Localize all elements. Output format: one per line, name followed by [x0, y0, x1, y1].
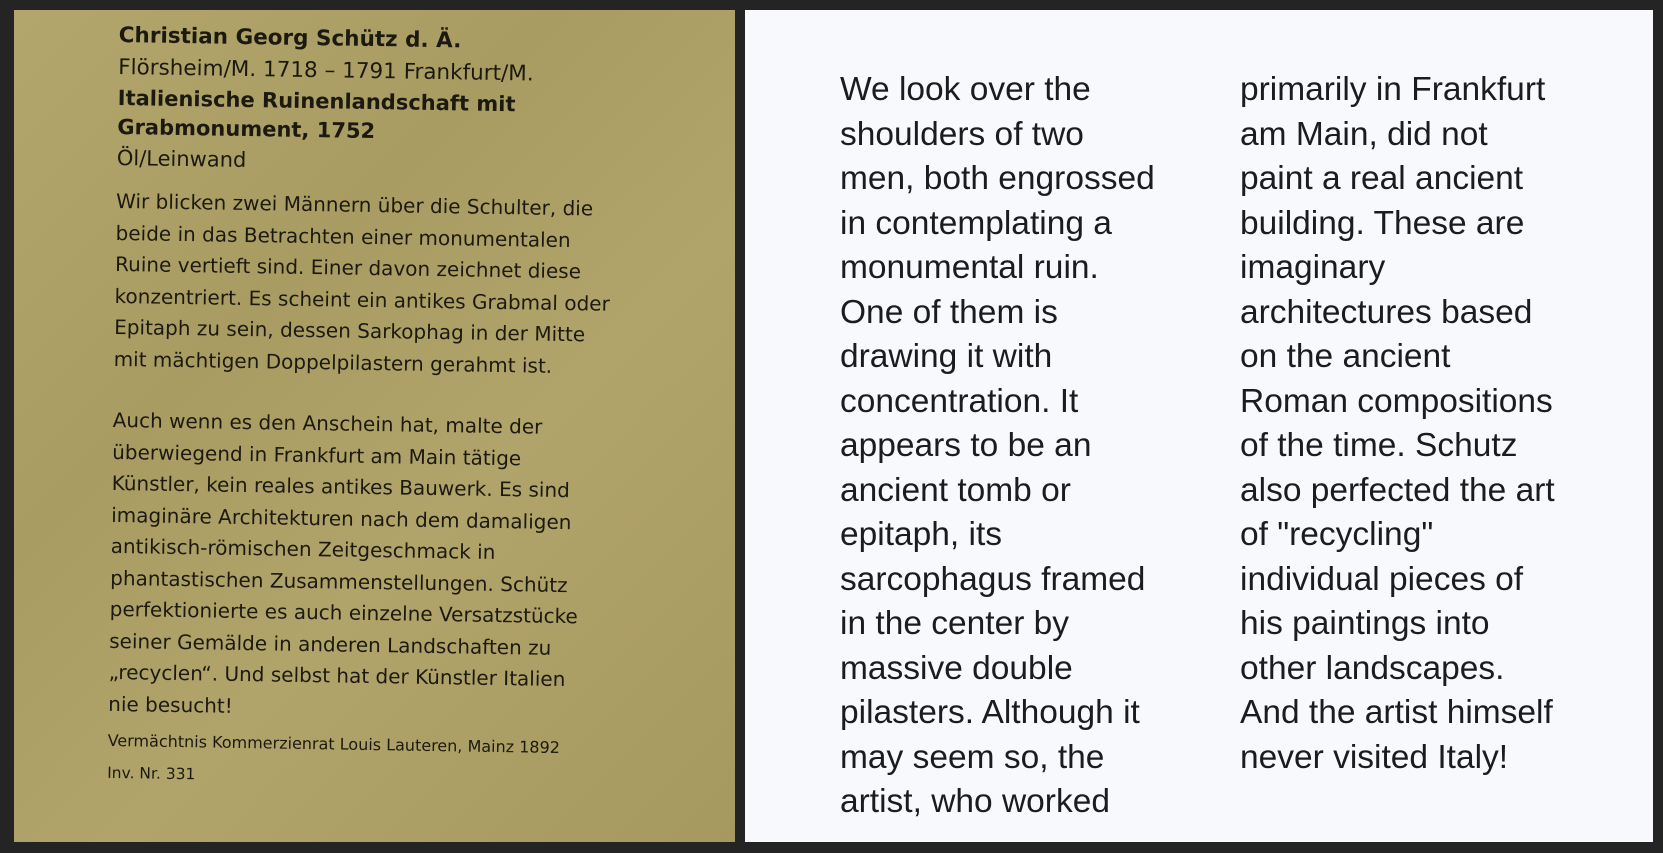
text-line: appears to be an [840, 427, 1092, 464]
text-line: One of them is [840, 293, 1058, 331]
text-line: individual pieces of [1240, 560, 1524, 598]
text-line: primarily in Frankfurt [1240, 71, 1546, 108]
text-line: men, both engrossed [840, 160, 1155, 197]
text-line: Roman compositions [1240, 382, 1553, 420]
text-line: Künstler, kein reales antikes Bauwerk. Es sind [111, 470, 571, 503]
artwork-medium: Öl/Leinwand [116, 145, 247, 173]
text-line: his paintings into [1240, 605, 1490, 642]
text-line: seiner Gemälde in anderen Landschaften zu [109, 628, 552, 660]
text-line: shoulders of two [840, 115, 1084, 153]
text-line: imaginary [1240, 249, 1386, 286]
text-line: sarcophagus framed [840, 560, 1146, 598]
text-line: antikisch-römischen Zeitgeschmack in [110, 533, 496, 564]
text-line: massive double [840, 649, 1073, 687]
translation-column-2 [1240, 68, 1555, 780]
text-line: also perfected the art [1240, 471, 1555, 509]
translation-panel [745, 10, 1653, 842]
text-line: nie besucht! [108, 691, 233, 718]
description-german-paragraph-1 [113, 186, 676, 384]
text-line: perfektionierte es auch einzelne Versatzstücke [109, 596, 578, 629]
text-line: We look over the [840, 71, 1091, 108]
text-line: other landscapes. [1240, 649, 1505, 687]
museum-placard [107, 20, 679, 793]
text-line: in contemplating a [840, 204, 1112, 242]
translation-column-1 [840, 68, 1155, 825]
inventory-number: Inv. Nr. 331 [107, 763, 196, 784]
text-line: building. These are [1240, 204, 1525, 242]
text-line: Wir blicken zwei Männern über die Schulter, die [115, 188, 594, 221]
description-german-paragraph-2 [108, 405, 673, 729]
text-line: paint a real ancient [1240, 160, 1524, 197]
artwork-title [117, 84, 678, 151]
artwork-title-line: Italienische Ruinenlandschaft mit [117, 85, 516, 117]
text-line: beide in das Betrachten einer monumentalen [115, 220, 571, 252]
text-line: of "recycling" [1240, 516, 1434, 553]
text-line: And the artist himself [1240, 694, 1553, 731]
artwork-title-line: Grabmonument, 1752 [117, 114, 376, 144]
text-line: mit mächtigen Doppelpilastern gerahmt ist. [113, 346, 553, 378]
text-line: architectures based [1240, 293, 1533, 331]
text-line: Ruine vertieft sind. Einer davon zeichnet diese [114, 251, 582, 284]
text-line: in the center by [840, 605, 1070, 642]
text-line: never visited Italy! [1240, 738, 1509, 776]
text-line: überwiegend in Frankfurt am Main tätige [112, 439, 522, 470]
placard-photo-panel [14, 10, 735, 842]
text-line: drawing it with [840, 338, 1053, 375]
text-line: imaginäre Architekturen nach dem damaligen [111, 502, 572, 534]
text-line: pilasters. Although it [840, 694, 1140, 731]
text-line: epitaph, its [840, 516, 1003, 553]
text-line: may seem so, the [840, 738, 1105, 776]
text-line: konzentriert. Es scheint ein antikes Grabmal oder [114, 283, 610, 316]
text-line: artist, who worked [840, 783, 1110, 820]
text-line: phantastischen Zusammenstellungen. Schütz [110, 565, 568, 597]
text-line: am Main, did not [1240, 115, 1488, 153]
provenance-credit: Vermächtnis Kommerzienrat Louis Lauteren, Mainz 1892 [107, 730, 561, 758]
text-line: „recyclen“. Und selbst hat der Künstler Italien [108, 659, 566, 692]
text-line: Epitaph zu sein, dessen Sarkophag in der Mitte [113, 314, 586, 347]
artist-life-dates: Flörsheim/M. 1718 – 1791 Frankfurt/M. [118, 54, 534, 87]
text-line: of the time. Schutz [1240, 427, 1518, 464]
artist-name: Christian Georg Schütz d. Ä. [118, 22, 462, 54]
text-line: monumental ruin. [840, 249, 1099, 286]
text-line: ancient tomb or [840, 471, 1071, 509]
text-line: on the ancient [1240, 338, 1451, 375]
text-line: Auch wenn es den Anschein hat, malte der [112, 407, 543, 439]
text-line: concentration. It [840, 382, 1079, 420]
